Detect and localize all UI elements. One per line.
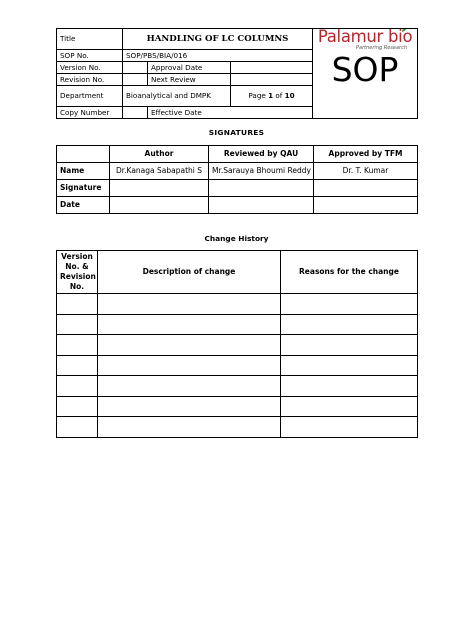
table-cell [98,396,281,417]
table-cell [57,294,98,315]
sop-no-value: SOP/PBS/BIA/016 [123,50,313,62]
reviewer-signature [209,180,314,197]
revision-label: Revision No. [57,74,123,86]
table-cell [281,335,418,356]
table-cell [57,396,98,417]
author-name: Dr.Kanaga Sabapathi S [110,163,209,180]
table-cell [281,376,418,397]
table-cell [98,294,281,315]
reviewer-date [209,197,314,214]
page-prefix: Page [248,91,269,100]
author-signature [110,180,209,197]
change-history-heading: Change History [204,234,269,243]
sop-no-label: SOP No. [57,50,123,62]
table-row [57,396,418,417]
sop-label: SOP [331,50,399,89]
department-value: Bioanalytical and DMPK [123,86,231,107]
revision-value [123,74,148,86]
row-label-name: Name [57,163,110,180]
copy-number-label: Copy Number [57,107,123,119]
logo-tagline: Partnering Research [356,45,408,51]
document-title: HANDLING OF LC COLUMNS [123,29,313,50]
page-total: 10 [284,91,295,100]
table-cell [98,335,281,356]
column-header: Reviewed by QAU [209,146,314,163]
copy-number-value [123,107,148,119]
signatures-corner-cell [57,146,110,163]
version-value [123,62,148,74]
table-cell [281,417,418,438]
table-cell [281,355,418,376]
table-row [57,355,418,376]
table-cell [281,294,418,315]
version-label: Version No. [57,62,123,74]
table-cell [57,335,98,356]
column-header: Approved by TFM [314,146,418,163]
table-row [57,294,418,315]
table-cell [281,396,418,417]
next-review-value [231,74,313,86]
effective-date-label: Effective Date [148,107,313,119]
page-number [231,86,313,107]
column-header: Description of change [98,251,281,294]
column-header: Author [110,146,209,163]
approval-date-value [231,62,313,74]
next-review-label: Next Review [148,74,231,86]
change-history-body [57,294,418,438]
logo-cell [313,29,418,119]
sop-header-table [56,28,418,119]
change-history-table [56,250,418,438]
logo-name: Palamur bio [317,28,413,46]
leaf-icon [401,29,409,34]
page-current: 1 [268,91,274,100]
table-cell [98,355,281,376]
table-cell [57,355,98,376]
signatures-table [56,145,418,214]
approver-name: Dr. T. Kumar [314,163,418,180]
reviewer-name: Mr.Sarauya Bhoumi Reddy [209,163,314,180]
table-cell [98,417,281,438]
table-cell [57,314,98,335]
column-header: Reasons for the change [281,251,418,294]
approval-date-label: Approval Date [148,62,231,74]
table-cell [98,314,281,335]
approver-signature [314,180,418,197]
table-row [57,376,418,397]
signatures-heading: SIGNATURES [208,128,265,137]
row-label-date: Date [57,197,110,214]
table-cell [281,314,418,335]
table-row [57,417,418,438]
page-of: of [273,91,285,100]
approver-date [314,197,418,214]
row-label-signature: Signature [57,180,110,197]
department-label: Department [57,86,123,107]
table-cell [98,376,281,397]
title-label: Title [57,29,123,50]
table-row [57,314,418,335]
table-cell [57,417,98,438]
table-row [57,335,418,356]
column-header: Version No. & Revision No. [57,251,98,294]
author-date [110,197,209,214]
table-cell [57,376,98,397]
